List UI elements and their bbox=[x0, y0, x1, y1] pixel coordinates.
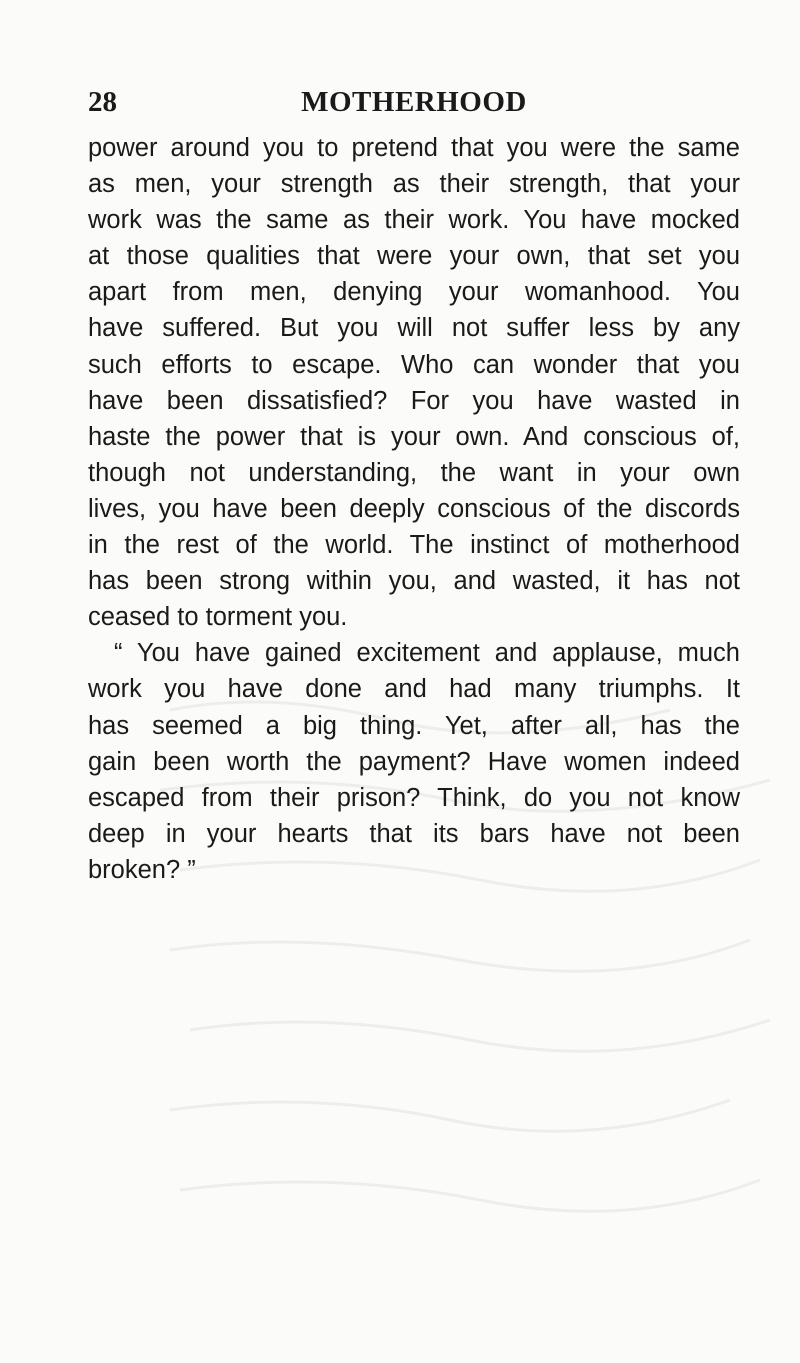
text-line: “ You have gained excitement and applause, much bbox=[114, 639, 740, 668]
text-line: has seemed a big thing. Yet, after all, has the bbox=[88, 711, 740, 740]
text-line: ceased to torment you. bbox=[88, 603, 348, 632]
body-text bbox=[88, 130, 740, 888]
text-line: gain been worth the payment? Have women indeed bbox=[88, 747, 740, 776]
text-line: such efforts to escape. Who can wonder that you bbox=[88, 350, 740, 379]
text-line: escaped from their prison? Think, do you not know bbox=[88, 783, 740, 812]
text-line: haste the power that is your own. And conscious of, bbox=[88, 422, 740, 451]
text-line: power around you to pretend that you were the same bbox=[88, 134, 740, 162]
page-header bbox=[88, 82, 740, 122]
text-line: as men, your strength as their strength, that your bbox=[88, 170, 740, 199]
text-line: has been strong within you, and wasted, it has not bbox=[88, 567, 740, 596]
text-line: have been dissatisfied? For you have wasted in bbox=[88, 386, 740, 415]
page-number: 28 bbox=[88, 86, 117, 118]
text-line: work you have done and had many triumphs. It bbox=[88, 675, 740, 704]
text-line: apart from men, denying your womanhood. You bbox=[88, 278, 740, 307]
text-line: deep in your hearts that its bars have not been bbox=[88, 819, 740, 848]
text-line: lives, you have been deeply conscious of the discords bbox=[88, 494, 740, 523]
text-line: work was the same as their work. You have mocked bbox=[88, 206, 740, 235]
text-line: broken? ” bbox=[88, 855, 196, 884]
running-head: MOTHERHOOD bbox=[301, 86, 527, 118]
text-line: though not understanding, the want in your own bbox=[88, 458, 740, 487]
text-line: have suffered. But you will not suffer less by any bbox=[88, 314, 740, 343]
text-line: in the rest of the world. The instinct of motherhood bbox=[88, 531, 740, 560]
text-line: at those qualities that were your own, that set you bbox=[88, 242, 740, 271]
